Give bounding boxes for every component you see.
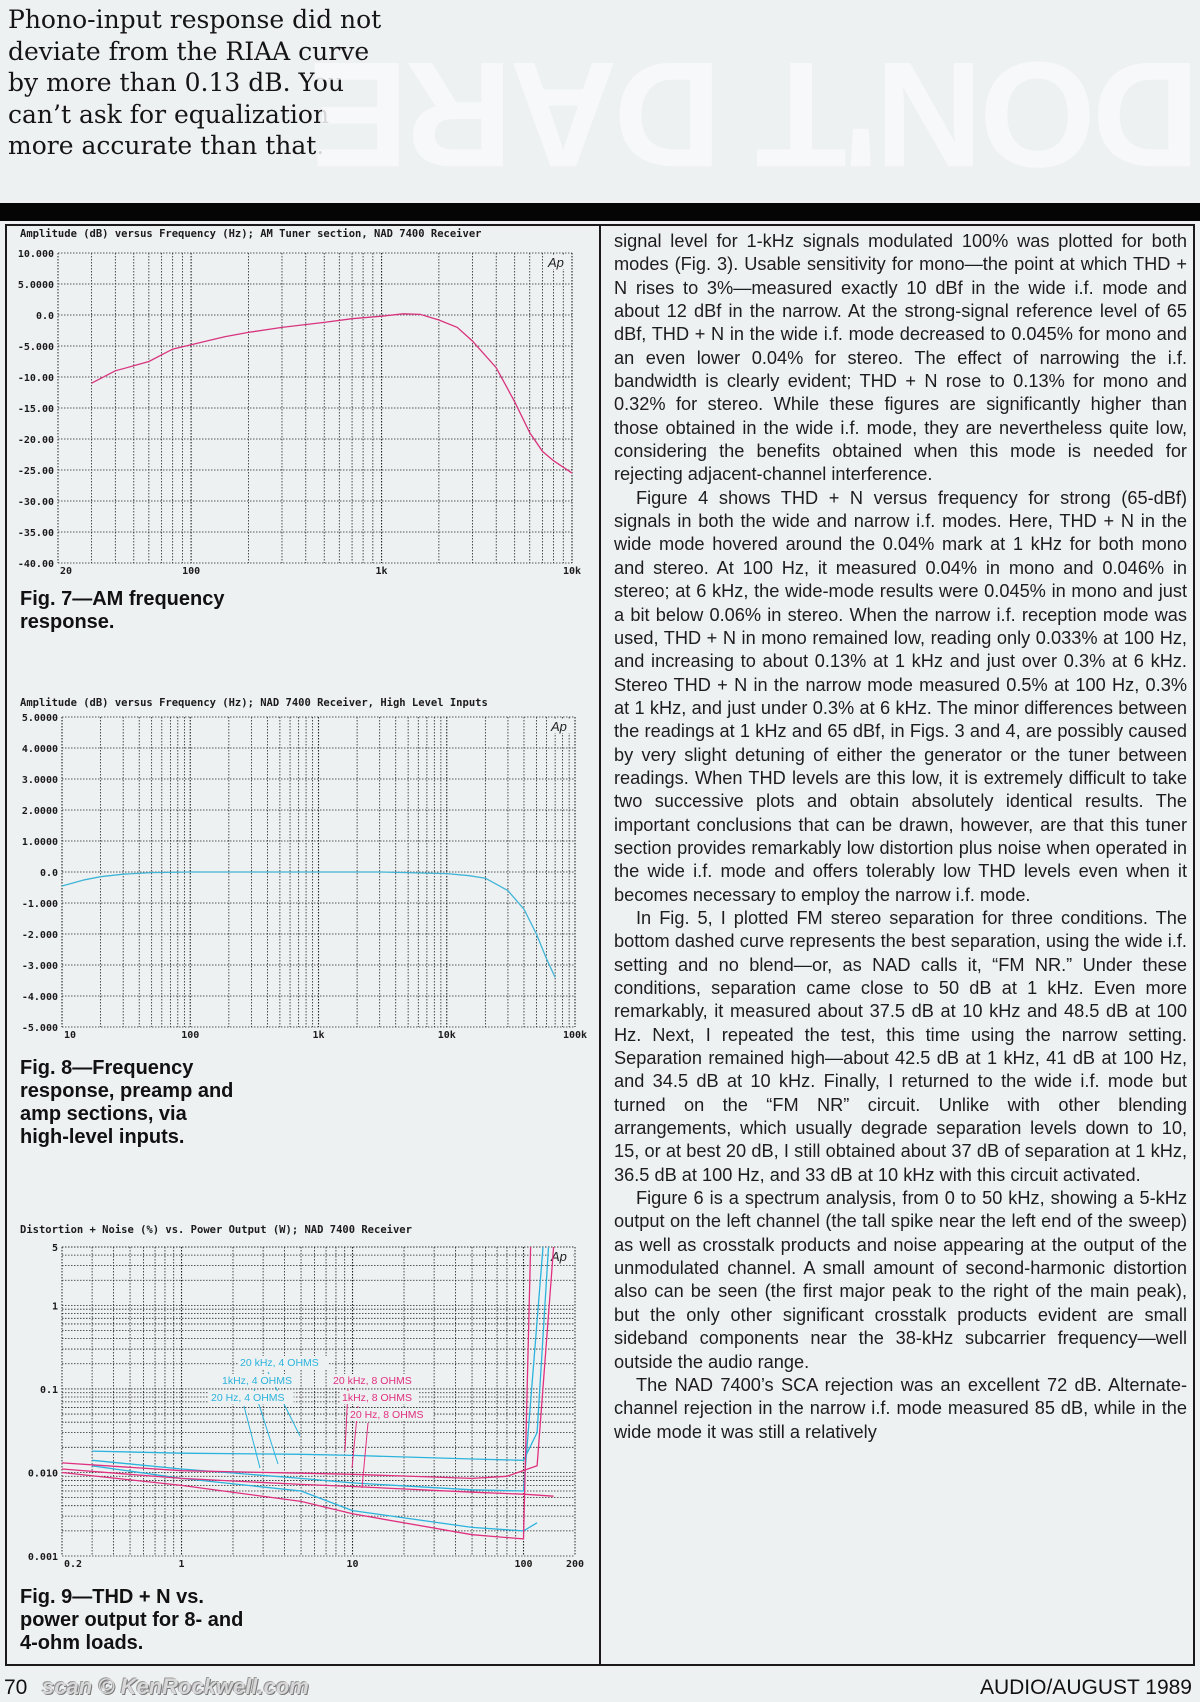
svg-text:0.0: 0.0: [35, 311, 54, 322]
svg-text:-4.000: -4.000: [21, 992, 58, 1003]
fig7-chart: [0, 240, 598, 580]
y-axis-labels: [22, 713, 58, 1034]
svg-text:-40.00: -40.00: [17, 559, 54, 570]
svg-text:20: 20: [60, 566, 73, 577]
svg-text:-20.00: -20.00: [17, 435, 54, 446]
fig9-chart-title: Distortion + Noise (%) vs. Power Output (W); NAD 7400 Receiver: [20, 1224, 412, 1236]
ap-logo-icon: Ap: [548, 255, 564, 270]
fig9-chart: [0, 1236, 598, 1576]
svg-text:-3.000: -3.000: [21, 961, 58, 972]
svg-text:200: 200: [565, 1559, 585, 1570]
fig8-caption: [20, 1057, 233, 1149]
y-axis-labels: [28, 1243, 58, 1563]
svg-text:0.2: 0.2: [64, 1559, 83, 1570]
x-axis-labels: [64, 1030, 587, 1041]
svg-text:0.010: 0.010: [27, 1468, 58, 1480]
article-paragraph: Figure 4 shows THD + N versus frequency for strong (65-dBf) signals in both the wide and narrow i.f. modes. Here, THD + N in the wide mode hovered around the 0.04% mark at 1 kHz for both mono and stereo. At 100 Hz, it measured 0.04% in mono and 0.046% in stereo; at 6 kHz, the wide-mode results were 0.045% in mono and just a bit below 0.06% in stereo. When the narrow i.f. reception mode was used, THD + N in mono remained low, reading only 0.033% at 100 Hz, and increasing to about 0.13% at 1 kHz and just over 0.3% at 6 kHz. Stereo THD + N in the narrow mode measured 0.5% at 100 Hz, 0.3% at 1 kHz, and just under 0.3% at 6 kHz. The minor differences between the readings at 1 kHz and 65 dBf, in Figs. 3 and 4, are possibly caused by very slight detuning of either the generator or the tuner between readings. When THD levels are this low, it is extremely difficult to take two successive plots and obtain absolutely identical results. The important conclusions that can be drawn, however, are that this tuner section provides remarkably low distortion plus noise when operated in the wide i.f. mode and offers tolerably low THD levels even when it becomes necessary to employ the narrow i.f. mode.: [614, 487, 1187, 905]
svg-text:1.0000: 1.0000: [21, 837, 58, 848]
svg-text:-30.00: -30.00: [17, 497, 54, 508]
svg-text:-10.00: -10.00: [17, 373, 54, 384]
fig9-caption: [20, 1586, 243, 1655]
scan-watermark: scan © KenRockwell.com: [42, 1674, 309, 1699]
svg-text:5: 5: [51, 1243, 58, 1254]
svg-text:100: 100: [181, 1030, 200, 1041]
pull-quote-line: more accurate than that.: [8, 131, 325, 160]
legend-label: 1kHz, 8 OHMS: [342, 1392, 413, 1404]
legend-label: 20 kHz, 8 OHMS: [333, 1375, 412, 1387]
article-paragraph: In Fig. 5, I plotted FM stereo separation for three conditions. The bottom dashed curve represents the best separation, using the wide i.f. setting and no blend—or, as NAD calls it, “FM NR.” Under these conditions, separation came close to 50 dB at 1 kHz. Even more remarkably, it measured about 37.5 dB at 10 kHz and 48.5 dB at 100 Hz. Next, I repeated the test, this time using the narrow setting. Separation remained high—about 42.5 dB at 1 kHz, 41 dB at 100 Hz, and 34.5 dB at 10 kHz. Finally, I returned to the wide i.f. mode but turned on the “FM NR” circuit. Unlike with other blending arrangements, which usually degrade separation levels down to 10, 15, or at best 20 dB, I still obtained about 37 dB of separation at 1 kHz, 36.5 dB at 100 Hz, and 33 dB at 10 kHz with this circuit activated.: [614, 907, 1187, 1185]
article-paragraph: Figure 6 is a spectrum analysis, from 0 to 50 kHz, showing a 5-kHz output on the left channel (the tall spike near the left end of the sweep) as well as crosstalk products and noise appearing at the output of the unmodulated channel. A small amount of second-harmonic distortion also can be seen (the first major peak to the right of the main peak), but the only other significant crosstalk products evident are small sideband components near the 38-kHz subcarrier frequency—well outside the audio range.: [614, 1188, 1187, 1372]
svg-text:-35.00: -35.00: [17, 528, 54, 539]
fig8-chart-title: Amplitude (dB) versus Frequency (Hz); NAD 7400 Receiver, High Level Inputs: [20, 697, 488, 709]
svg-text:0.1: 0.1: [39, 1384, 58, 1396]
svg-text:3.0000: 3.0000: [21, 775, 58, 786]
article-paragraph: signal level for 1-kHz signals modulated 100% was plotted for both modes (Fig. 3). Usable sensitivity for mono—the point at which THD + N rises to 3%—measured exactly 10 dBf in the wide i.f. mode and about 12 dBf in the narrow. At the strong-signal reference level of 65 dBf, THD + N in the wide i.f. mode decreased to 0.045% for mono and an even lower 0.04% for stereo. The effect of narrowing the i.f. bandwidth is clearly evident; THD + N rose to 0.13% for mono and 0.32% for stereo. While these figures are significantly higher than those obtained in the wide i.f. mode, they are nevertheless quite low, considering the benefits obtained when this mode is needed for rejecting adjacent-channel interference.: [614, 231, 1187, 485]
svg-text:-2.000: -2.000: [21, 930, 58, 941]
caption-line: Fig. 7—AM frequency: [20, 588, 225, 610]
svg-text:10.000: 10.000: [17, 249, 54, 260]
svg-text:-15.00: -15.00: [17, 404, 54, 415]
grid: [58, 253, 572, 563]
fig8-chart: [0, 708, 598, 1048]
caption-line: response, preamp and: [20, 1080, 234, 1102]
svg-text:-5.000: -5.000: [17, 342, 54, 353]
pull-quote-line: deviate from the RIAA curve: [8, 36, 370, 66]
svg-text:1k: 1k: [375, 566, 388, 577]
issue-date: AUDIO/AUGUST 1989: [979, 1676, 1192, 1699]
caption-line: high-level inputs.: [20, 1126, 185, 1148]
legend-label: 20 Hz, 8 OHMS: [350, 1409, 424, 1421]
pull-quote-line: can’t ask for equalization: [8, 99, 330, 129]
y-axis-labels: [18, 249, 54, 570]
data-series: [62, 872, 555, 977]
legend-label: 20 kHz, 4 OHMS: [240, 1357, 319, 1369]
section-rule: [0, 203, 1200, 221]
legend-label: 20 Hz, 4 OHMS: [211, 1392, 285, 1404]
page-number: 70: [4, 1676, 28, 1699]
svg-text:4.0000: 4.0000: [21, 744, 58, 755]
svg-text:-25.00: -25.00: [17, 466, 54, 477]
svg-text:1: 1: [178, 1559, 185, 1570]
data-series: [92, 1247, 548, 1460]
ap-logo-icon: Ap: [551, 719, 567, 734]
pull-quote-line: by more than 0.13 dB. You: [8, 68, 344, 97]
svg-text:0.001: 0.001: [27, 1552, 58, 1563]
svg-text:5.0000: 5.0000: [17, 280, 54, 291]
svg-text:2.0000: 2.0000: [21, 806, 58, 817]
ap-logo-icon: Ap: [551, 1249, 567, 1264]
pull-quote-line: Phono-input response did not: [8, 5, 382, 34]
article-paragraph: The NAD 7400’s SCA rejection was an excellent 72 dB. Alternate-channel rejection in the narrow i.f. mode measured 85 dB, while in the wide mode it was still a relatively: [614, 1374, 1187, 1442]
fig7-caption: [20, 588, 224, 634]
svg-text:1: 1: [51, 1301, 58, 1313]
svg-text:10k: 10k: [437, 1030, 456, 1041]
caption-line: amp sections, via: [20, 1103, 187, 1125]
svg-text:10: 10: [64, 1030, 77, 1041]
grid: [62, 1247, 575, 1556]
svg-text:5.0000: 5.0000: [21, 713, 58, 724]
svg-text:1k: 1k: [312, 1030, 325, 1041]
caption-line: response.: [20, 611, 115, 633]
caption-line: Fig. 9—THD + N vs.: [20, 1586, 204, 1608]
data-series: [92, 314, 573, 473]
svg-text:100k: 100k: [562, 1030, 588, 1041]
svg-text:10: 10: [346, 1559, 359, 1570]
svg-text:100: 100: [182, 566, 201, 577]
svg-text:10k: 10k: [562, 566, 582, 577]
svg-text:-5.000: -5.000: [21, 1023, 58, 1034]
caption-line: Fig. 8—Frequency: [20, 1057, 194, 1079]
svg-text:100: 100: [514, 1559, 533, 1570]
svg-text:-1.000: -1.000: [21, 899, 58, 910]
caption-line: power output for 8- and: [20, 1609, 244, 1631]
svg-text:0.0: 0.0: [39, 868, 58, 879]
caption-line: 4-ohm loads.: [20, 1632, 144, 1654]
fig7-chart-title: Amplitude (dB) versus Frequency (Hz); AM Tuner section, NAD 7400 Receiver: [20, 228, 482, 240]
column-divider: [599, 224, 601, 1666]
x-axis-labels: [60, 566, 581, 577]
article-body: [614, 230, 1187, 1444]
legend-label: 1kHz, 4 OHMS: [222, 1375, 293, 1387]
show-through-headline: DON'T DARE: [312, 31, 1200, 199]
x-axis-labels: [64, 1559, 584, 1570]
